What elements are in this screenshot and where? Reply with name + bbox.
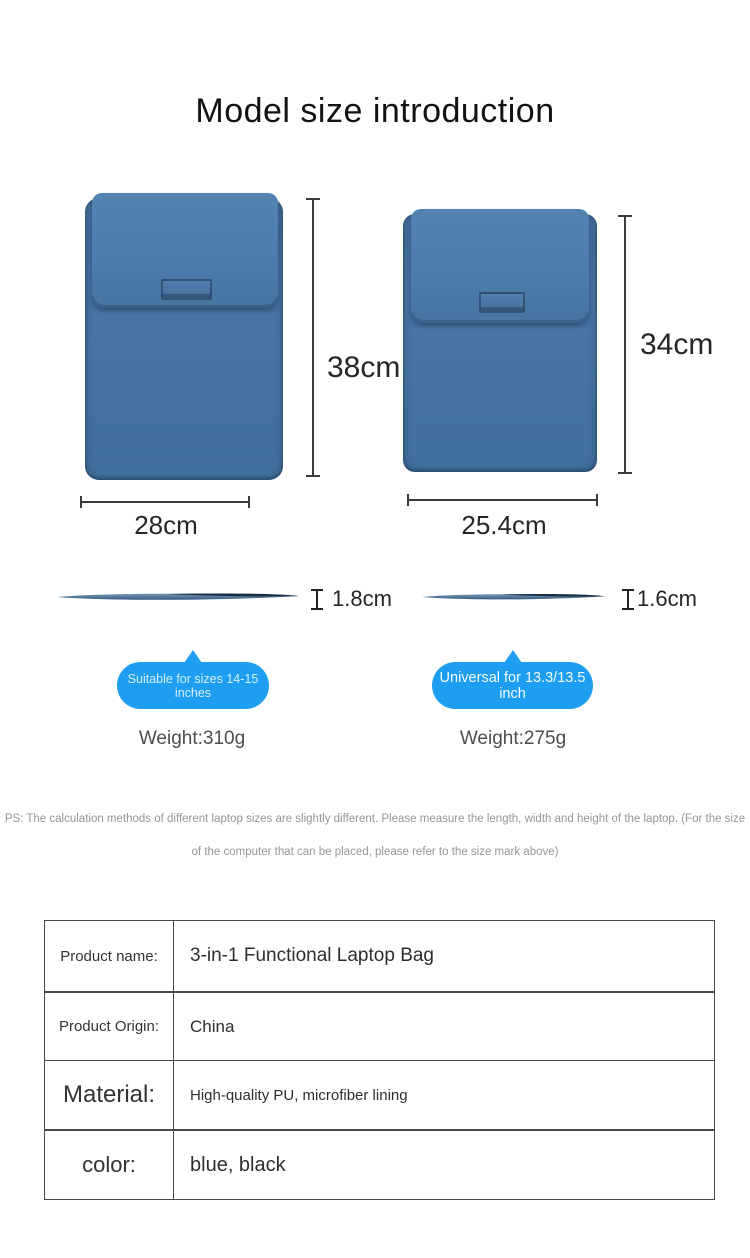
spec-value: 3-in-1 Functional Laptop Bag [190,945,434,966]
table-row [45,921,714,993]
bag-strap-keeper [161,279,212,300]
size-callout-bubble: Suitable for sizes 14-15 inches [117,662,269,709]
spec-table [44,920,715,1200]
bag-flap-large [92,193,278,308]
height-dimension-line [312,198,314,477]
height-label: 38cm [327,351,401,384]
width-dimension-line [80,501,250,503]
height-dimension-line [624,215,626,474]
spec-label: Material: [45,1061,174,1129]
width-dimension-line [407,499,598,501]
width-label: 25.4cm [461,510,547,540]
width-label: 28cm [134,510,198,540]
side-profile-image [420,592,607,602]
bag-strap-keeper [479,292,525,313]
bag-flap-small [411,209,589,323]
spec-label: Product Origin: [45,993,174,1060]
spec-value: High-quality PU, microfiber lining [190,1086,408,1104]
spec-label: color: [45,1131,174,1199]
side-profile-image [55,591,301,603]
table-row [45,1131,714,1199]
weight-label: Weight:275g [459,728,567,749]
spec-label: Product name: [45,921,174,991]
ps-note-line1: PS: The calculation methods of different laptop sizes are slightly different. Please measure the length, width and height of the laptop. (For the size [4,813,746,825]
ps-note-line2: of the computer that can be placed, please refer to the size mark above) [191,846,559,858]
thickness-label: 1.8cm [332,586,392,611]
thickness-marker-icon [622,589,634,610]
table-row [45,993,714,1061]
size-callout-bubble: Universal for 13.3/13.5 inch [432,662,593,709]
spec-value: China [190,1016,235,1036]
weight-label: Weight:310g [138,728,246,749]
spec-value: blue, black [190,1153,286,1176]
ps-note [0,803,750,869]
page-title: Model size introduction [195,92,555,130]
height-label: 34cm [640,328,714,361]
thickness-marker-icon [311,589,323,610]
thickness-label: 1.6cm [637,586,697,611]
table-row [45,1061,714,1131]
